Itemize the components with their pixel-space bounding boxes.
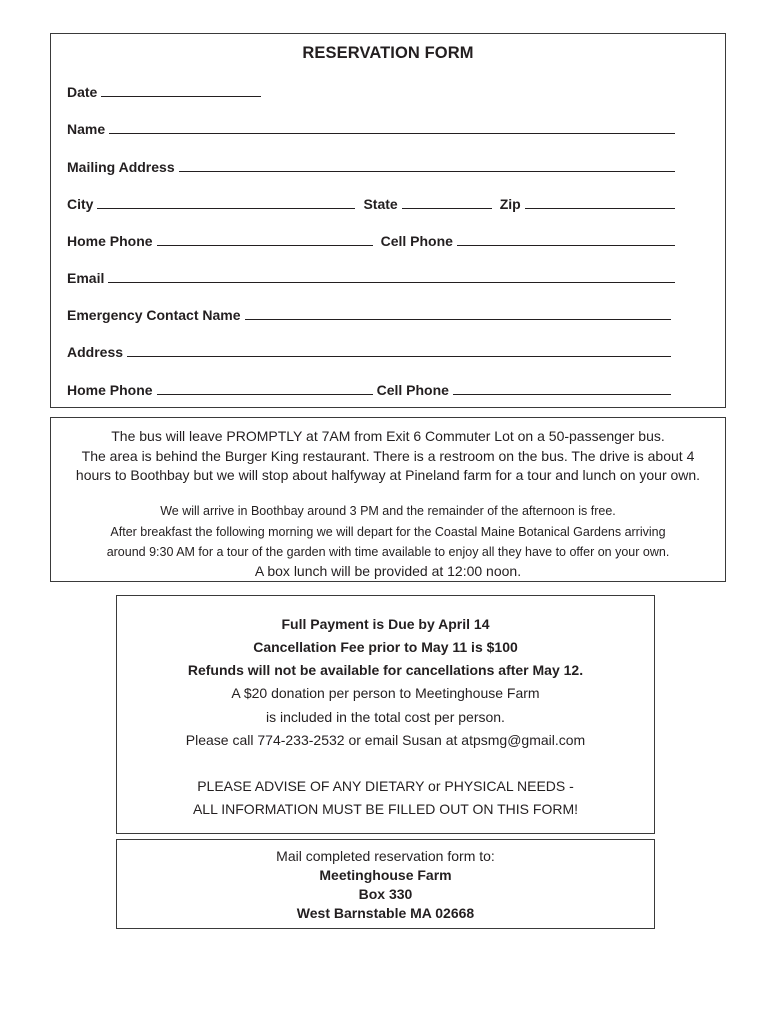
payment-due-text: Full Payment is Due by April 14 [281, 616, 490, 632]
emergency-cell-phone-label: Cell Phone [376, 382, 449, 398]
city-state-zip-row [67, 192, 675, 212]
emergency-cell-phone-field[interactable] [453, 393, 671, 395]
donation-text: A $20 donation per person to Meetinghouse Farm [231, 685, 540, 701]
city-field[interactable] [97, 207, 355, 209]
mailing-address-label: Mailing Address [67, 159, 175, 175]
email-label: Email [67, 270, 105, 286]
dietary-notice-text: PLEASE ADVISE OF ANY DIETARY or PHYSICAL NEEDS - [197, 778, 574, 794]
state-field[interactable] [402, 207, 492, 209]
mailing-address-row [67, 155, 675, 175]
emergency-home-phone-field[interactable] [157, 393, 373, 395]
date-field[interactable] [101, 95, 261, 97]
city-label: City [67, 196, 94, 212]
cell-phone-label: Cell Phone [380, 233, 453, 249]
payment-info-box [116, 595, 655, 834]
emergency-contact-label: Emergency Contact Name [67, 307, 241, 323]
mail-po-box: Box 330 [358, 886, 413, 902]
info-line: The bus will leave PROMPTLY at 7AM from Exit 6 Commuter Lot on a 50-passenger bus. [111, 428, 665, 444]
zip-label: Zip [499, 196, 521, 212]
donation-included-text: is included in the total cost per person. [266, 709, 505, 725]
cell-phone-field[interactable] [457, 244, 675, 246]
info-line: We will arrive in Boothbay around 3 PM and the remainder of the afternoon is free. [160, 504, 616, 518]
emergency-contact-field[interactable] [245, 318, 671, 320]
emergency-contact-row [67, 303, 675, 323]
refund-policy-text: Refunds will not be available for cancellations after May 12. [187, 662, 584, 678]
email-row [67, 266, 675, 286]
info-line: The area is behind the Burger King restaurant. There is a restroom on the bus. The drive is about 4 [81, 447, 695, 464]
address-field[interactable] [127, 355, 671, 357]
state-label: State [363, 196, 398, 212]
info-line: A box lunch will be provided at 12:00 noon. [254, 562, 522, 579]
trip-info-box [50, 417, 726, 582]
address-row [67, 340, 675, 360]
info-line: After breakfast the following morning we will depart for the Coastal Maine Botanical Gardens arriving [110, 524, 666, 539]
reservation-form [50, 33, 726, 408]
fill-out-notice-text: ALL INFORMATION MUST BE FILLED OUT ON THIS FORM! [192, 801, 579, 817]
trip-info-paragraph-1 [61, 427, 715, 486]
name-row [67, 117, 675, 137]
contact-text: Please call 774-233-2532 or email Susan at atpsmg@gmail.com [185, 732, 586, 748]
mail-city-state-zip: West Barnstable MA 02668 [296, 905, 475, 921]
mailing-address-field[interactable] [179, 170, 675, 172]
info-line: around 9:30 AM for a tour of the garden with time available to enjoy all they have to offer on your own. [106, 545, 670, 559]
date-row [67, 80, 675, 100]
address-label: Address [67, 344, 124, 360]
emergency-phone-row [67, 378, 675, 398]
mail-recipient-name: Meetinghouse Farm [319, 867, 452, 883]
email-field[interactable] [108, 281, 675, 283]
info-line: hours to Boothbay but we will stop about halfyway at Pineland farm for a tour and lunch on your own. [75, 467, 701, 483]
name-field[interactable] [109, 132, 675, 134]
form-title: RESERVATION FORM [302, 44, 474, 62]
name-label: Name [67, 121, 106, 137]
phone-row [67, 229, 675, 249]
mailing-address-box [116, 839, 655, 929]
trip-info-paragraph-2 [61, 501, 715, 580]
emergency-home-phone-label: Home Phone [67, 382, 153, 398]
date-label: Date [67, 84, 98, 100]
cancellation-fee-text: Cancellation Fee prior to May 11 is $100 [253, 639, 518, 655]
home-phone-field[interactable] [157, 244, 373, 246]
home-phone-label: Home Phone [67, 233, 153, 249]
zip-field[interactable] [525, 207, 675, 209]
mail-intro-text: Mail completed reservation form to: [276, 848, 495, 864]
